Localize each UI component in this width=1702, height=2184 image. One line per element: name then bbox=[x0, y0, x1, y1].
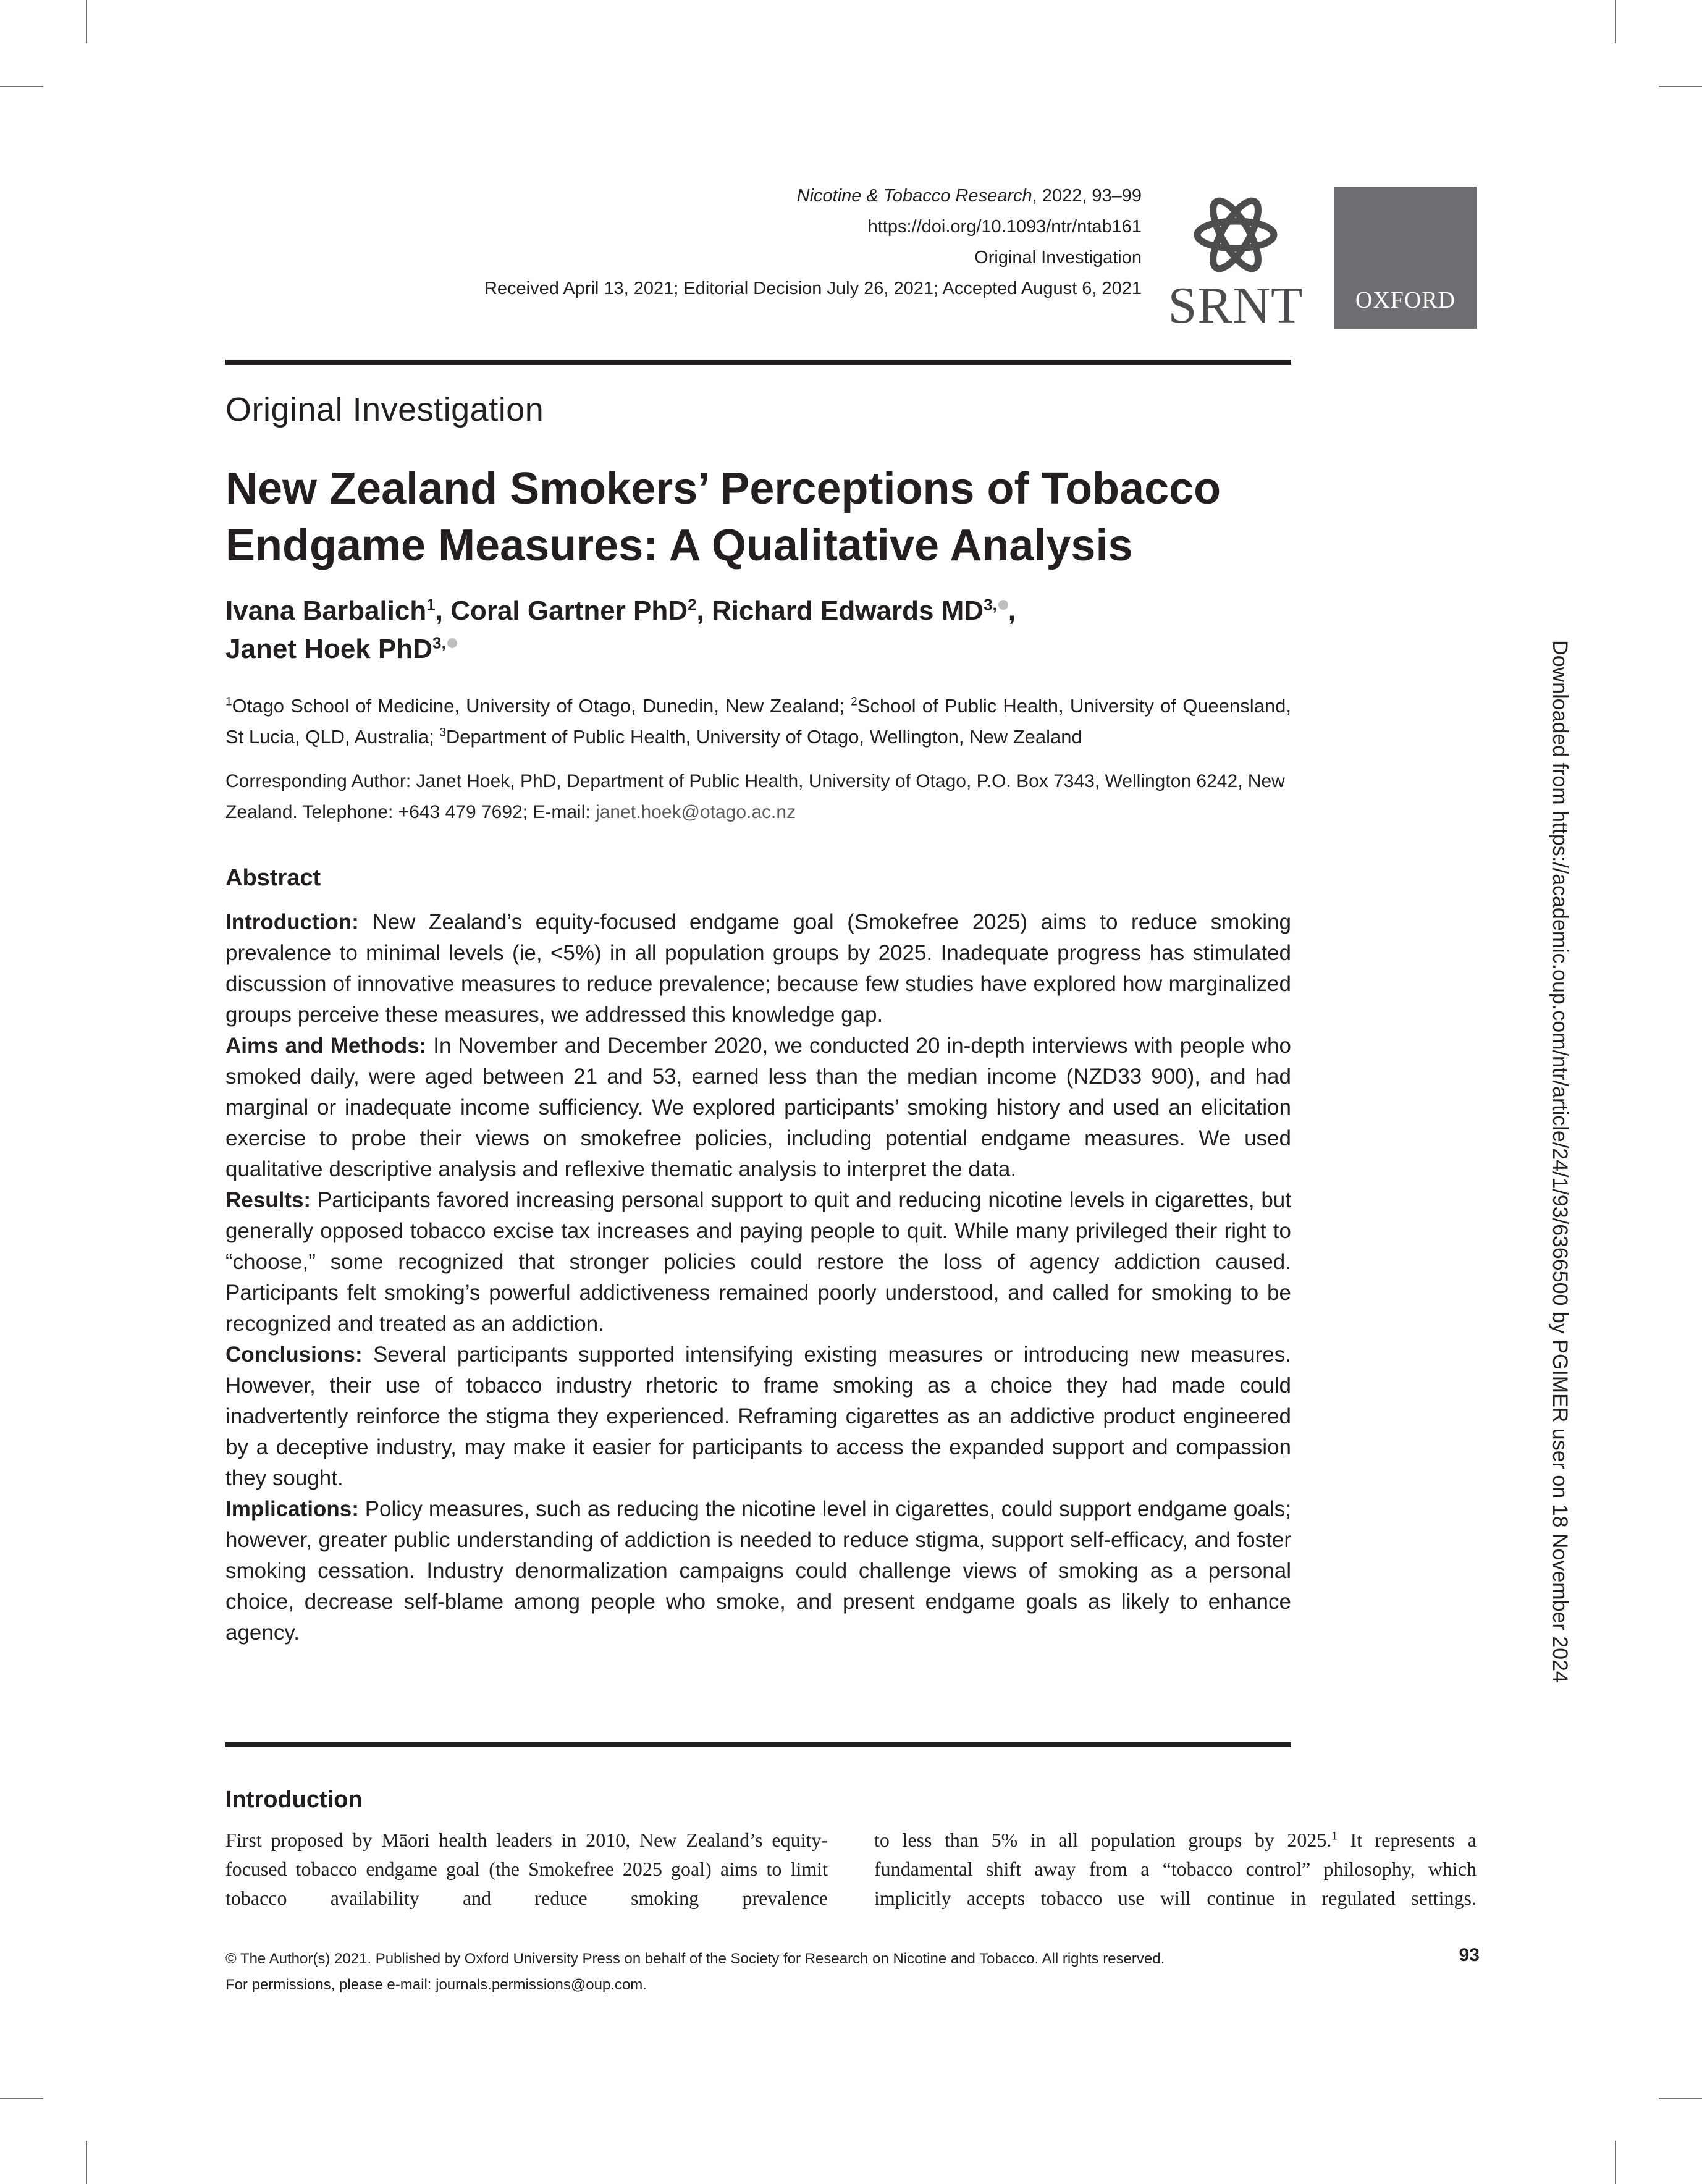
crop-mark bbox=[1659, 86, 1702, 87]
affiliation-text: Department of Public Health, University of Otago, Wellington, New Zealand bbox=[445, 726, 1082, 748]
article-title bbox=[225, 460, 1307, 574]
article-dates: Received April 13, 2021; Editorial Decision July 26, 2021; Accepted August 6, 2021 bbox=[484, 279, 1142, 298]
abstract-body bbox=[225, 907, 1291, 1648]
body-column-left: First proposed by Māori health leaders in 2010, New Zealand’s equity-focused tobacco endgame goal (the Smokefree 2025 goal) aims to limit tobacco availability and reduce smoking prevalence bbox=[225, 1829, 828, 1909]
abstract-methods bbox=[225, 1031, 1291, 1185]
author-list bbox=[225, 592, 1307, 668]
corresponding-text: Corresponding Author: Janet Hoek, PhD, Department of Public Health, University of Otago, P.O. Box 7343, Wellington 6242, New Zealand. Telephone: +643 479 7692; E-mail: bbox=[225, 771, 1285, 822]
author-affiliation-marker: 2 bbox=[688, 595, 697, 614]
journal-citation bbox=[371, 180, 1142, 211]
affiliation-marker: 2 bbox=[851, 695, 857, 709]
reference-marker[interactable]: 1 bbox=[1331, 1829, 1338, 1843]
body-column-right bbox=[874, 1826, 1477, 1913]
srnt-logo-text: SRNT bbox=[1168, 277, 1304, 334]
journal-name: Nicotine & Tobacco Research bbox=[796, 186, 1032, 206]
section-type: Original Investigation bbox=[225, 391, 544, 428]
doi-link[interactable]: https://doi.org/10.1093/ntr/ntab161 bbox=[867, 217, 1142, 237]
crop-mark bbox=[86, 2141, 87, 2184]
top-rule bbox=[225, 360, 1291, 365]
abstract-text: New Zealand’s equity-focused endgame goal (Smokefree 2025) aims to reduce smoking prevalence to minimal levels (ie, <5%) in all population groups by 2025. Inadequate progress has stimulated discussion of innovative measures to reduce prevalence; because few studies have explored how marginalized groups perceive these measures, we addressed this knowledge gap. bbox=[225, 910, 1291, 1027]
abstract-label: Introduction: bbox=[225, 910, 359, 934]
abstract-results bbox=[225, 1185, 1291, 1339]
crop-mark bbox=[86, 0, 87, 43]
orcid-icon[interactable] bbox=[998, 600, 1008, 610]
affiliation-text: Otago School of Medicine, University of Otago, Dunedin, New Zealand; bbox=[232, 695, 851, 717]
abstract-bottom-rule bbox=[225, 1742, 1291, 1747]
author-name: Ivana Barbalich bbox=[225, 596, 427, 626]
abstract-text: Policy measures, such as reducing the nicotine level in cigarettes, could support endgame goals; however, greater public understanding of addiction is needed to reduce stigma, support self-efficacy, and foster smoking cessation. Industry denormalization campaigns could challenge views of smoking as a personal choice, decrease self-blame among people who smoke, and present endgame goals as likely to enhance agency. bbox=[225, 1497, 1291, 1645]
author-affiliation-marker: 3, bbox=[432, 633, 446, 652]
author-affiliation-marker: 1 bbox=[426, 595, 436, 614]
author-name: Janet Hoek PhD bbox=[225, 634, 432, 664]
article-metadata bbox=[371, 180, 1142, 304]
body-text: It represents a fundamental shift away from a “tobacco control” philosophy, which implicitly accepts tobacco use will continue in regulated settings. bbox=[874, 1829, 1477, 1909]
affiliations bbox=[225, 691, 1291, 753]
corresponding-email-link[interactable]: janet.hoek@otago.ac.nz bbox=[596, 802, 796, 822]
author-affiliation-marker: 3, bbox=[984, 595, 997, 614]
affiliation-marker: 1 bbox=[225, 695, 232, 709]
abstract-conclusions bbox=[225, 1339, 1291, 1494]
abstract-label: Results: bbox=[225, 1188, 311, 1212]
oxford-logo-text: OXFORD bbox=[1355, 287, 1456, 313]
author-name: Coral Gartner PhD bbox=[450, 596, 688, 626]
title-line-1: New Zealand Smokers’ Perceptions of Tobacco bbox=[225, 464, 1221, 513]
affiliation-text: School of Public Health, University of Queensland, St Lucia, QLD, Australia; bbox=[225, 695, 1291, 748]
author-separator: , bbox=[435, 596, 451, 626]
introduction-heading: Introduction bbox=[225, 1787, 363, 1813]
author-separator: , bbox=[1008, 596, 1016, 626]
abstract-text: Several participants supported intensifying existing measures or introducing new measures. However, their use of tobacco industry rhetoric to frame smoking as a choice they had made could inadvertently reinforce the stigma they experienced. Reframing cigarettes as an addictive product engineered by a deceptive industry, may make it easier for participants to access the expanded support and compassion they sought. bbox=[225, 1343, 1291, 1490]
abstract-label: Conclusions: bbox=[225, 1343, 363, 1367]
journal-volume: , 2022, 93–99 bbox=[1032, 186, 1142, 206]
abstract-text: Participants favored increasing personal support to quit and reducing nicotine levels in cigarettes, but generally opposed tobacco excise tax increases and paying people to quit. While many privileged their right to “choose,” some recognized that stronger policies could restore the loss of agency addiction caused. Participants felt smoking’s powerful addictiveness remained poorly understood, and called for smoking to be recognized and treated as an addiction. bbox=[225, 1188, 1291, 1336]
title-line-2: Endgame Measures: A Qualitative Analysis bbox=[225, 521, 1133, 570]
copyright-line: © The Author(s) 2021. Published by Oxford University Press on behalf of the Society for Research on Nicotine and Tobacco. All rights reserved. bbox=[225, 1950, 1165, 1967]
abstract-text: In November and December 2020, we conducted 20 in-depth interviews with people who smoked daily, were aged between 21 and 53, earned less than the median income (NZD33 900), and had marginal or inadequate income sufficiency. We explored participants’ smoking history and used an elicitation exercise to probe their views on smokefree policies, including potential endgame measures. We used qualitative descriptive analysis and reflexive thematic analysis to interpret the data. bbox=[225, 1034, 1291, 1181]
article-type: Original Investigation bbox=[974, 248, 1142, 268]
body-text: to less than 5% in all population groups by 2025. bbox=[874, 1829, 1332, 1851]
corresponding-author bbox=[225, 766, 1291, 828]
copyright-footer bbox=[225, 1946, 1480, 1998]
crop-mark bbox=[1615, 2141, 1616, 2184]
download-note: Downloaded from https://academic.oup.com/ntr/article/24/1/93/6366500 by PGIMER user on 18 November 2024 bbox=[1548, 640, 1572, 1683]
oxford-logo bbox=[1334, 187, 1477, 329]
abstract-heading: Abstract bbox=[225, 865, 321, 891]
permissions-line: For permissions, please e-mail: journals.permissions@oup.com. bbox=[225, 1976, 647, 1993]
page-number: 93 bbox=[1459, 1945, 1480, 1965]
author-separator: , bbox=[696, 596, 712, 626]
crop-mark bbox=[0, 86, 43, 87]
crop-mark bbox=[1659, 2098, 1702, 2099]
abstract-label: Implications: bbox=[225, 1497, 359, 1521]
affiliation-marker: 3 bbox=[439, 726, 446, 740]
abstract-implications bbox=[225, 1494, 1291, 1648]
abstract-label: Aims and Methods: bbox=[225, 1034, 427, 1058]
orcid-icon[interactable] bbox=[447, 638, 457, 648]
author-name: Richard Edwards MD bbox=[711, 596, 984, 626]
crop-mark bbox=[1615, 0, 1616, 43]
crop-mark bbox=[0, 2098, 43, 2099]
abstract-introduction bbox=[225, 907, 1291, 1031]
